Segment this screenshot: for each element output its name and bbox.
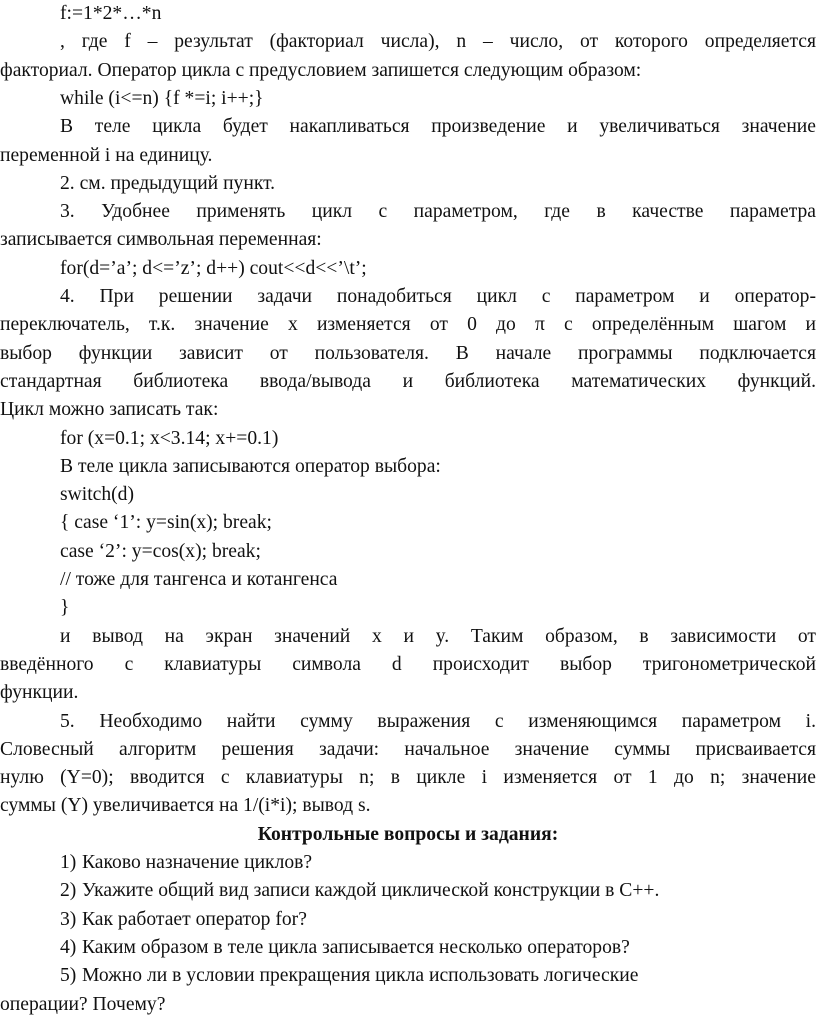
code-line: case ‘2’: y=cos(x); break; xyxy=(60,540,261,562)
formula-line: f:=1*2*…*n xyxy=(60,3,162,24)
question-number: 3) xyxy=(60,908,77,930)
text-line: переключатель, т.к. значение x изменяется от 0 до π с определённым шагом и xyxy=(0,314,816,336)
question-number: 1) xyxy=(60,852,77,873)
code-line: // тоже для тангенса и котангенса xyxy=(60,569,338,590)
code-line: for(d=’a’; d<=’z’; d++) cout<<d<<’\t’; xyxy=(60,257,367,279)
section-heading: Контрольные вопросы и задания: xyxy=(257,823,559,845)
code-line: while (i<=n) {f *=i; i++;} xyxy=(60,87,264,109)
text-line: функции. xyxy=(0,682,79,704)
text-line: Словесный алгоритм решения задачи: начальное значение суммы присваивается xyxy=(0,738,816,760)
question-text: Можно ли в условии прекращения цикла использовать логические xyxy=(82,965,639,987)
question-number: 5) xyxy=(60,965,77,987)
text-line: , где f – результат (факториал числа), n – число, от которого определяется xyxy=(60,31,816,53)
text-line: В теле цикла записываются оператор выбора: xyxy=(60,455,441,477)
code-line: { case ‘1’: y=sin(x); break; xyxy=(60,512,272,534)
text-line: введённого с клавиатуры символа d происходит выбор тригонометрической xyxy=(0,653,816,675)
question-item xyxy=(0,934,816,962)
text-line: 4. При решении задачи понадобиться цикл с параметром и оператор- xyxy=(60,286,816,307)
text-line: выбор функции зависит от пользователя. В начале программы подключается xyxy=(0,342,816,364)
question-text: Каково назначение циклов? xyxy=(82,852,313,873)
text-line: стандартная библиотека ввода/вывода и библиотека математических функций. xyxy=(0,370,816,392)
question-number: 4) xyxy=(60,936,77,958)
text-line: записывается символьная переменная: xyxy=(0,229,322,251)
question-continuation: операции? Почему? xyxy=(0,993,166,1015)
text-line: В теле цикла будет накапливаться произведение и увеличиваться значение xyxy=(60,116,816,138)
question-text: Как работает оператор for? xyxy=(82,908,307,930)
text-line: 5. Необходимо найти сумму выражения с изменяющимся параметром i. xyxy=(60,710,816,732)
question-item xyxy=(0,849,816,877)
question-text: Укажите общий вид записи каждой циклической конструкции в С++. xyxy=(82,880,660,902)
text-line: Цикл можно записать так: xyxy=(0,399,219,421)
question-item xyxy=(0,877,816,905)
code-line: } xyxy=(60,597,70,619)
code-line: switch(d) xyxy=(60,484,135,506)
text-line: 3. Удобнее применять цикл с параметром, где в качестве параметра xyxy=(60,201,816,223)
text-line: переменной i на единицу. xyxy=(0,144,213,166)
text-line: суммы (Y) увеличивается на 1/(i*i); вывод s. xyxy=(0,795,371,817)
code-line: for (x=0.1; x<3.14; x+=0.1) xyxy=(60,427,279,449)
text-line: нулю (Y=0); вводится с клавиатуры n; в цикле i изменяется от 1 до n; значение xyxy=(0,767,816,789)
text-line: и вывод на экран значений x и y. Таким образом, в зависимости от xyxy=(60,625,816,647)
question-number: 2) xyxy=(60,880,77,902)
text-line: 2. см. предыдущий пункт. xyxy=(60,172,276,194)
question-item xyxy=(0,906,816,934)
text-line: факториал. Оператор цикла с предусловием запишется следующим образом: xyxy=(0,59,642,81)
question-item xyxy=(0,962,816,990)
question-text: Каким образом в теле цикла записывается несколько операторов? xyxy=(82,936,630,958)
